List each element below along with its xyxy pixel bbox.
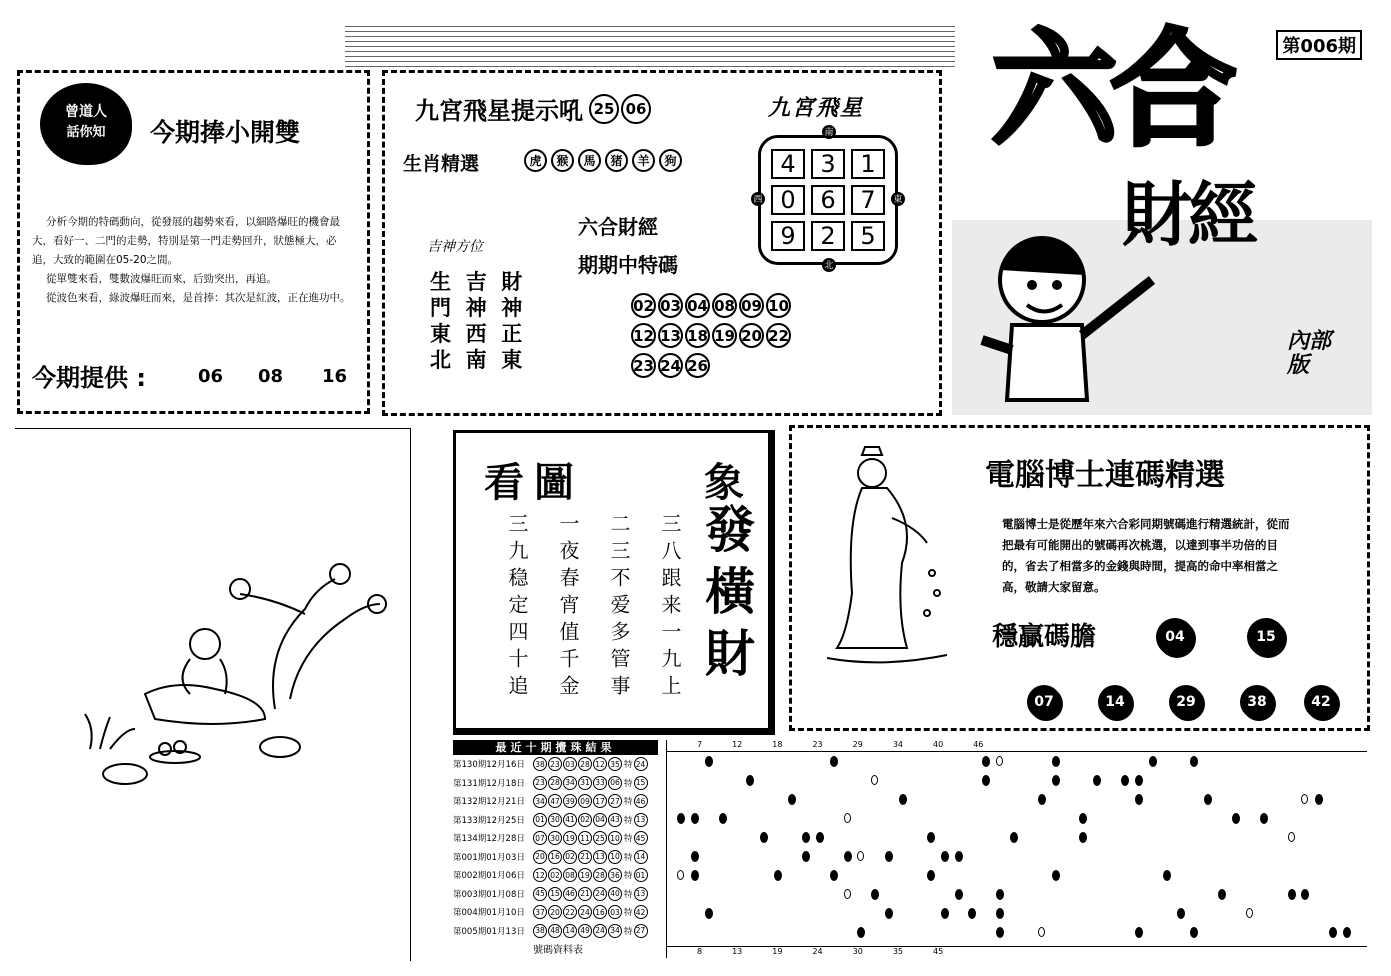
finance-line: 六合財經 <box>578 215 658 239</box>
doctor-paragraph: 電腦博士是從歷年來六合彩同期號碼進行精選統計，從而把最有可能開出的號碼再次桃選，以達到事半功倍的目的，省去了相當多的金錢與時間，提高的命中率相當之高，敬請大家留意。 <box>1002 517 1290 594</box>
history-ball: 19 <box>578 868 592 882</box>
history-row-label: 第131期12月18日 <box>453 778 525 789</box>
chart-dot <box>719 813 727 824</box>
history-ball: 47 <box>548 794 562 808</box>
history-ball: 16 <box>593 905 607 919</box>
grid-cell: 7 <box>851 185 885 215</box>
zodiac-ball: 虎 <box>524 149 547 172</box>
poem-column: 二三不爱多管事 <box>607 513 631 702</box>
history-row-label: 第132期12月21日 <box>453 797 525 808</box>
star-headline <box>415 91 652 126</box>
chart-dot <box>691 851 699 862</box>
chart-dot <box>955 889 963 900</box>
history-row-label: 第130期12月16日 <box>453 760 525 771</box>
grid-cell: 2 <box>811 221 845 251</box>
special-ball: 26 <box>685 353 710 378</box>
bubble-line-2: 話你知 <box>66 125 106 140</box>
chart-dot <box>1149 756 1157 767</box>
history-row-label: 第133期12月25日 <box>453 815 525 826</box>
grid-cell: 3 <box>811 149 845 179</box>
special-ball: 24 <box>658 353 683 378</box>
chart-dot <box>1232 813 1240 824</box>
chart-dot <box>802 832 810 843</box>
special-label: 特 <box>624 760 633 771</box>
chart-dot <box>1079 832 1087 843</box>
special-ball: 09 <box>739 293 764 318</box>
nine-palace-grid <box>758 135 898 265</box>
special-ball: 23 <box>631 353 656 378</box>
chart-dot <box>968 908 976 919</box>
scale-bottom: 8 13 19 24 30 35 45 <box>667 946 1367 958</box>
masthead <box>952 20 1372 417</box>
bubble-badge <box>40 83 132 165</box>
chart-dot <box>691 870 699 881</box>
history-ball: 19 <box>563 831 577 845</box>
provide-label: 今期提供 : <box>32 364 146 392</box>
history-ball: 28 <box>593 868 607 882</box>
history-special-ball: 01 <box>634 868 648 882</box>
chart-dot <box>996 908 1004 919</box>
history-ball: 24 <box>578 905 592 919</box>
history-ball: 39 <box>563 794 577 808</box>
direction-row: 東 西 正 <box>430 322 523 346</box>
history-row <box>453 885 663 904</box>
history-ball: 12 <box>593 757 607 771</box>
history-ball: 25 <box>593 831 607 845</box>
chart-special-dot <box>1246 908 1253 918</box>
tip-body <box>32 213 357 308</box>
special-ball: 08 <box>712 293 737 318</box>
history-special-ball: 42 <box>634 905 648 919</box>
history-row <box>453 922 663 941</box>
history-row-label: 第003期01月08日 <box>453 889 525 900</box>
grid-mark-west: 西 <box>751 192 765 206</box>
zodiac-ball: 羊 <box>632 149 655 172</box>
grid-mark-south: 南 <box>822 125 836 139</box>
provide-number: 08 <box>258 366 284 387</box>
chart-dot <box>1038 794 1046 805</box>
history-row-label: 第004期01月10日 <box>453 908 525 919</box>
history-special-ball: 14 <box>634 850 648 864</box>
chart-dot <box>830 756 838 767</box>
masthead-title-top: 六合 <box>992 18 1230 163</box>
special-ball: 20 <box>739 323 764 348</box>
masthead-title-bottom: 財經 <box>1122 174 1254 256</box>
history-ball: 30 <box>548 813 562 827</box>
chart-dot <box>1163 870 1171 881</box>
history-rows <box>453 755 663 940</box>
poem-column: 三八跟来一九上 <box>658 513 682 702</box>
history-row-label: 第001期01月03日 <box>453 852 525 863</box>
zodiac-ball: 猴 <box>551 149 574 172</box>
history-ball: 23 <box>533 776 547 790</box>
chart-dot <box>1190 756 1198 767</box>
history-row-label: 第005期01月13日 <box>453 926 525 937</box>
history-ball: 45 <box>533 887 547 901</box>
history-special-ball: 13 <box>634 813 648 827</box>
history-ball: 15 <box>548 887 562 901</box>
bold-number-ball: 15 <box>1247 618 1285 656</box>
chart-dot <box>927 832 935 843</box>
grid-cell: 6 <box>811 185 845 215</box>
tip-box <box>17 70 370 414</box>
special-ball: 19 <box>712 323 737 348</box>
history-ball: 40 <box>608 887 622 901</box>
dot-area <box>667 752 1367 942</box>
scholar-illustration <box>807 443 957 673</box>
chart-dot <box>982 775 990 786</box>
history-panel <box>453 740 663 958</box>
history-ball: 09 <box>578 794 592 808</box>
special-label: 特 <box>624 889 633 900</box>
provide-number: 06 <box>198 366 224 387</box>
chart-dot <box>996 889 1004 900</box>
chart-dot <box>899 794 907 805</box>
history-ball: 28 <box>578 757 592 771</box>
pick-number-ball: 42 <box>1304 685 1338 719</box>
history-ball: 43 <box>608 813 622 827</box>
history-ball: 03 <box>608 905 622 919</box>
chart-dot <box>885 908 893 919</box>
bold-number-ball: 04 <box>1156 618 1194 656</box>
masthead-stamp: 內部版 <box>1287 329 1332 378</box>
pick-number-ball: 29 <box>1169 685 1203 719</box>
chart-special-dot <box>844 813 851 823</box>
chart-dot <box>941 908 949 919</box>
special-ball: 03 <box>658 293 683 318</box>
chart-dot <box>788 794 796 805</box>
history-ball: 24 <box>593 924 607 938</box>
doctor-box <box>789 425 1370 731</box>
history-special-ball: 46 <box>634 794 648 808</box>
zodiac-ball: 狗 <box>659 149 682 172</box>
chart-dot <box>1135 775 1143 786</box>
chart-dot <box>885 851 893 862</box>
chart-dot <box>705 756 713 767</box>
history-ball: 31 <box>578 776 592 790</box>
chart-dot <box>1329 927 1337 938</box>
special-ball: 10 <box>766 293 791 318</box>
history-ball: 02 <box>563 850 577 864</box>
chart-dot <box>1343 927 1351 938</box>
special-label: 特 <box>624 815 633 826</box>
issue-number: 第006期 <box>1276 30 1362 60</box>
chart-dot <box>955 851 963 862</box>
history-ball: 04 <box>593 813 607 827</box>
history-row <box>453 792 663 811</box>
special-label: 特 <box>624 852 633 863</box>
special-ball: 02 <box>631 293 656 318</box>
chart-dot <box>1260 813 1268 824</box>
star-box <box>382 70 942 416</box>
finance-line: 期期中特碼 <box>578 253 678 277</box>
chart-dot <box>746 775 754 786</box>
poem-title <box>484 451 744 508</box>
chart-special-dot <box>1038 927 1045 937</box>
chart-dot <box>1079 813 1087 824</box>
grid-cell: 4 <box>771 149 805 179</box>
special-label: 特 <box>624 797 633 808</box>
chart-dot <box>705 908 713 919</box>
poem-box <box>453 430 775 735</box>
history-ball: 02 <box>548 868 562 882</box>
history-ball: 01 <box>533 813 547 827</box>
chart-dot <box>941 851 949 862</box>
headline-ball: 25 <box>589 94 619 124</box>
history-row-label: 第134期12月28日 <box>453 834 525 845</box>
chart-dot <box>816 832 824 843</box>
history-ball: 21 <box>578 887 592 901</box>
history-ball: 46 <box>563 887 577 901</box>
chart-dot <box>830 870 838 881</box>
special-label: 特 <box>624 926 633 937</box>
chart-dot <box>871 889 879 900</box>
history-ball: 24 <box>593 887 607 901</box>
chart-special-dot <box>1288 832 1295 842</box>
chart-dot <box>1135 927 1143 938</box>
chart-dot <box>802 851 810 862</box>
grid-cell: 0 <box>771 185 805 215</box>
chart-special-dot <box>857 851 864 861</box>
history-special-ball: 27 <box>634 924 648 938</box>
chart-dot <box>691 813 699 824</box>
poem-column: 三九稳定四十追 <box>505 513 529 702</box>
chart-dot <box>677 813 685 824</box>
history-ball: 10 <box>608 850 622 864</box>
history-row <box>453 811 663 830</box>
grid-title: 九宮飛星 <box>768 96 865 121</box>
special-ball: 12 <box>631 323 656 348</box>
chart-special-dot <box>677 870 684 880</box>
poem-title-extra: 象 <box>704 460 744 506</box>
pick-number-ball: 07 <box>1027 685 1061 719</box>
provide-label-text: 今期提供 <box>32 364 128 392</box>
grid-cell: 5 <box>851 221 885 251</box>
history-special-ball: 15 <box>634 776 648 790</box>
left-illustration-panel <box>15 428 411 961</box>
history-ball: 35 <box>608 757 622 771</box>
special-numbers <box>630 293 800 378</box>
zodiac-ball: 馬 <box>578 149 601 172</box>
pick-number-ball: 14 <box>1098 685 1132 719</box>
chart-dot <box>774 870 782 881</box>
history-ball: 03 <box>563 757 577 771</box>
special-ball: 22 <box>766 323 791 348</box>
chart-dot <box>1190 927 1198 938</box>
tip-headline: 今期捧小開雙 <box>150 118 301 147</box>
grid-mark-north: 北 <box>822 258 836 272</box>
tip-paragraph: 從單雙來看，雙數波爆旺而來，后勁突出，再追。 <box>46 273 277 285</box>
chart-dot <box>1010 832 1018 843</box>
cartoon-boy-illustration <box>952 220 1372 415</box>
direction-table <box>430 269 522 373</box>
history-ball: 34 <box>608 924 622 938</box>
history-ball: 27 <box>608 794 622 808</box>
poem-big-text: 發橫財 <box>697 503 755 689</box>
special-ball: 13 <box>658 323 683 348</box>
poem-title-text: 看圖 <box>484 460 584 506</box>
history-ball: 10 <box>608 831 622 845</box>
special-label: 特 <box>624 834 633 845</box>
chart-dot <box>1301 889 1309 900</box>
history-ball: 02 <box>578 813 592 827</box>
history-ball: 06 <box>608 776 622 790</box>
chart-dot <box>1218 889 1226 900</box>
chart-dot <box>1315 794 1323 805</box>
chart-dot <box>1052 756 1060 767</box>
special-label: 特 <box>624 871 633 882</box>
chart-dot <box>982 756 990 767</box>
direction-row: 生 吉 財 <box>430 270 523 294</box>
chart-dot <box>844 851 852 862</box>
history-ball: 14 <box>563 924 577 938</box>
zodiac-row <box>523 149 683 172</box>
doctor-headline: 電腦博士連碼精選 <box>985 458 1225 493</box>
chart-dot <box>1052 870 1060 881</box>
history-ball: 08 <box>563 868 577 882</box>
special-ball: 04 <box>685 293 710 318</box>
bubble-line-1: 曾道人 <box>65 104 107 120</box>
chart-dot <box>1204 794 1212 805</box>
pick-number-ball: 38 <box>1240 685 1274 719</box>
chart-special-dot <box>871 775 878 785</box>
history-ball: 11 <box>578 831 592 845</box>
history-row <box>453 774 663 793</box>
scale-top: 7 12 18 23 29 34 40 46 <box>667 740 1367 752</box>
header-stripes <box>345 22 955 67</box>
headline-ball: 06 <box>621 94 651 124</box>
tip-paragraph: 分析今期的特碼動向，從發展的趨勢來看，以細路爆旺的機會最大，看好一、二門的走勢，特別是第一門走勢回升，狀態極大，必追，大致的範圍在05-20之間。 <box>32 216 340 266</box>
chart-dot <box>857 927 865 938</box>
special-label: 特 <box>624 908 633 919</box>
tip-paragraph: 從波色來看，綠波爆旺而來，是首捧：其次是紅波，正在進功中。 <box>46 292 351 304</box>
special-ball: 18 <box>685 323 710 348</box>
history-ball: 07 <box>533 831 547 845</box>
history-ball: 36 <box>608 868 622 882</box>
history-ball: 13 <box>593 850 607 864</box>
history-ball: 20 <box>548 905 562 919</box>
zodiac-ball: 猪 <box>605 149 628 172</box>
history-row <box>453 829 663 848</box>
provide-number: 16 <box>322 366 348 387</box>
bold-label: 穩贏碼膽 <box>992 622 1097 652</box>
history-special-ball: 13 <box>634 887 648 901</box>
chart-dot <box>1135 794 1143 805</box>
history-ball: 20 <box>533 850 547 864</box>
history-ball: 38 <box>533 924 547 938</box>
history-row <box>453 848 663 867</box>
chart-dot <box>1121 775 1129 786</box>
history-ball: 34 <box>533 794 547 808</box>
history-special-ball: 45 <box>634 831 648 845</box>
history-ball: 22 <box>563 905 577 919</box>
chart-special-dot <box>1301 794 1308 804</box>
chart-dot <box>1093 775 1101 786</box>
history-ball: 33 <box>593 776 607 790</box>
history-ball: 28 <box>548 776 562 790</box>
history-footer: 號碼資料表 <box>533 945 583 956</box>
history-ball: 30 <box>548 831 562 845</box>
history-row <box>453 866 663 885</box>
chart-dot <box>1052 775 1060 786</box>
direction-row: 北 南 東 <box>430 348 523 372</box>
history-row <box>453 755 663 774</box>
chart-special-dot <box>996 756 1003 766</box>
history-ball: 17 <box>593 794 607 808</box>
history-ball: 34 <box>563 776 577 790</box>
poem-column: 一夜春宵值千金 <box>556 513 580 702</box>
history-ball: 16 <box>548 850 562 864</box>
handwritten-note: 吉神方位 <box>427 239 483 255</box>
grid-cell: 9 <box>771 221 805 251</box>
history-ball: 49 <box>578 924 592 938</box>
grid-cell: 1 <box>851 149 885 179</box>
chart-dot <box>760 832 768 843</box>
chart-dot <box>1177 908 1185 919</box>
monkey-tree-illustration <box>15 429 410 961</box>
chart-special-dot <box>844 889 851 899</box>
history-row <box>453 903 663 922</box>
history-ball: 21 <box>578 850 592 864</box>
star-headline-text: 九宮飛星提示吼 <box>415 97 583 125</box>
poem-columns <box>494 513 692 702</box>
history-ball: 38 <box>533 757 547 771</box>
history-ball: 12 <box>533 868 547 882</box>
special-label: 特 <box>624 778 633 789</box>
history-title: 最近十期攪珠結果 <box>453 740 658 755</box>
history-ball: 23 <box>548 757 562 771</box>
direction-row: 門 神 神 <box>430 296 523 320</box>
history-ball: 41 <box>563 813 577 827</box>
zodiac-label: 生肖精選 <box>403 153 480 175</box>
history-ball: 37 <box>533 905 547 919</box>
dot-chart <box>666 740 1367 958</box>
chart-dot <box>927 870 935 881</box>
chart-dot <box>1288 889 1296 900</box>
history-ball: 48 <box>548 924 562 938</box>
history-row-label: 第002期01月06日 <box>453 871 525 882</box>
grid-mark-east: 東 <box>891 192 905 206</box>
chart-dot <box>996 927 1004 938</box>
history-special-ball: 24 <box>634 757 648 771</box>
